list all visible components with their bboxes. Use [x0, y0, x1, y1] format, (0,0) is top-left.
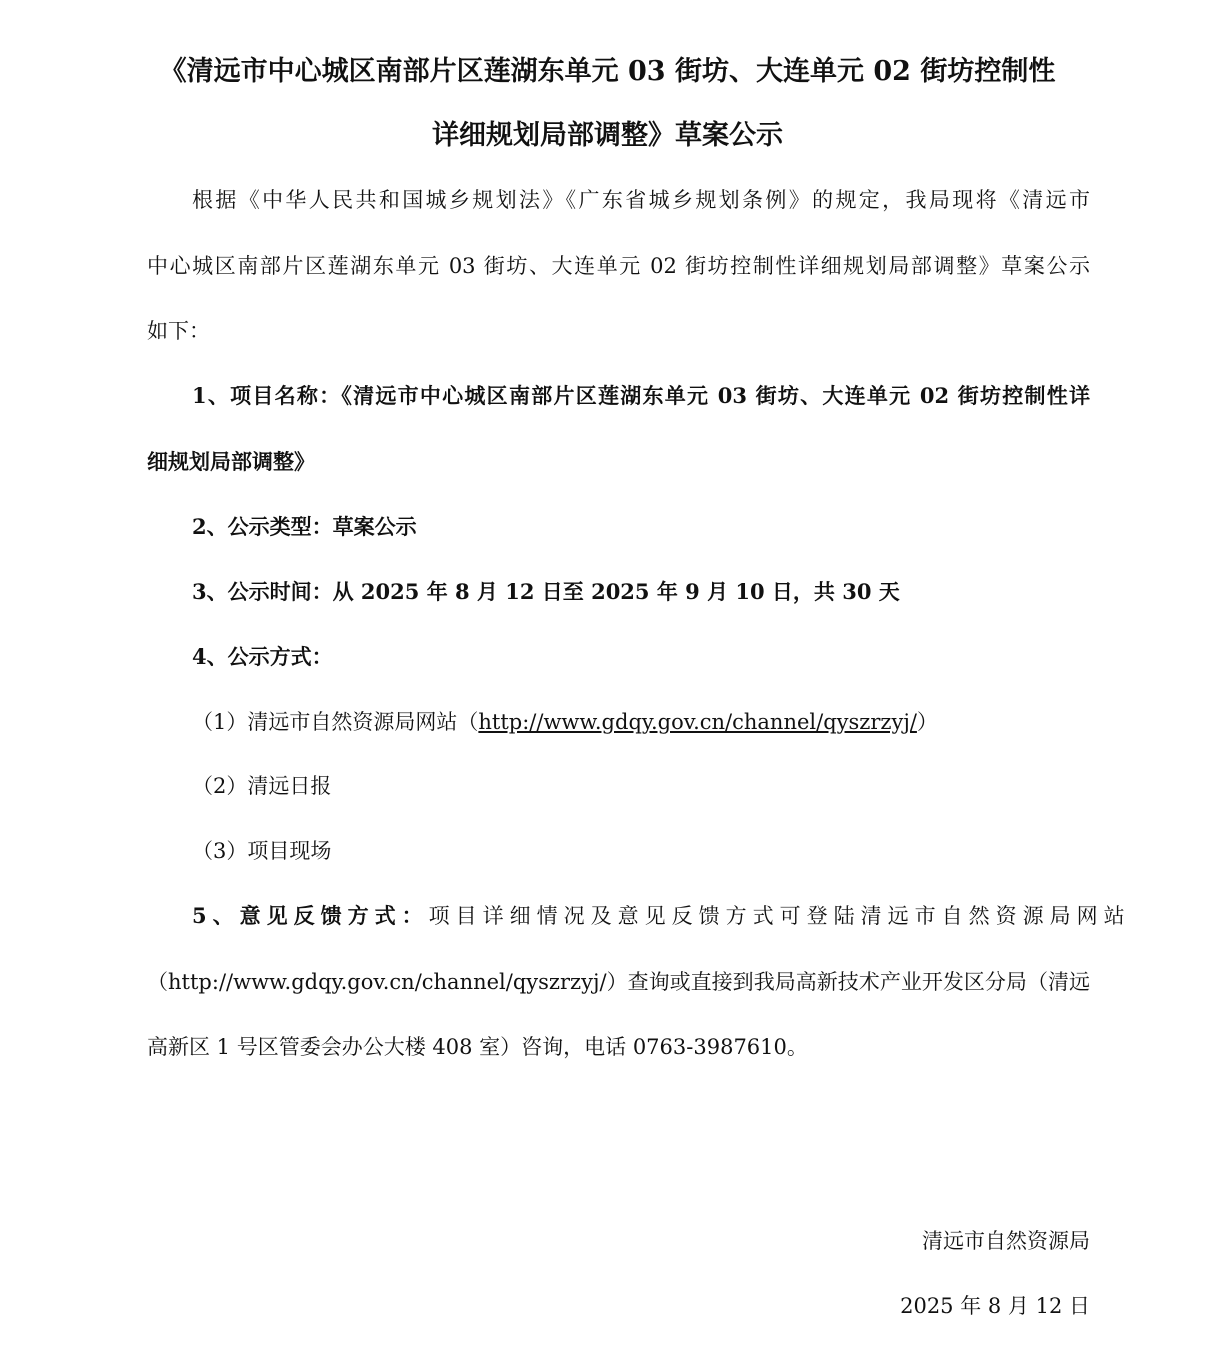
method-1 — [192, 707, 938, 737]
project-name-value-1: 《清远市中心城区南部片区莲湖东单元 03 街坊、大连单元 02 街坊控制性详 — [341, 383, 1090, 408]
intro-line-2: 中心城区南部片区莲湖东单元 03 街坊、大连单元 02 街坊控制性详细规划局部调整》草案公示 — [147, 254, 1090, 278]
project-name-value-2: 细规划局部调整》 — [147, 449, 315, 474]
time-line — [192, 577, 900, 607]
time-label: 3、公示时间： — [192, 579, 333, 604]
project-name-label: 1、项目名称： — [192, 383, 342, 408]
feedback-line-2: （http://www.gdqy.gov.cn/channel/qyszrzyj/）查询或直接到我局高新技术产业开发区分局（清远 — [147, 970, 1090, 994]
type-line — [192, 512, 417, 542]
time-value: 从 2025 年 8 月 12 日至 2025 年 9 月 10 日，共 30 天 — [332, 579, 900, 604]
type-value: 草案公示 — [332, 514, 417, 539]
title-line-2: 详细规划局部调整》草案公示 — [432, 120, 783, 151]
signature-org: 清远市自然资源局 — [922, 1229, 1090, 1253]
type-label: 2、公示类型： — [192, 514, 333, 539]
intro-line-3: 如下： — [147, 319, 210, 343]
title-line-1: 《清远市中心城区南部片区莲湖东单元 03 街坊、大连单元 02 街坊控制性 — [159, 56, 1056, 87]
intro-line-1: 根据《中华人民共和国城乡规划法》《广东省城乡规划条例》的规定，我局现将《清远市 — [192, 188, 1090, 212]
feedback-text-1: 项目详细情况及意见反馈方式可登陆清远市自然资源局网站 — [428, 904, 1131, 928]
feedback-line-1 — [192, 901, 1131, 931]
feedback-line-3: 高新区 1 号区管委会办公大楼 408 室）咨询，电话 0763-3987610。 — [147, 1035, 808, 1059]
method-1-suffix: ） — [916, 710, 938, 734]
methods-label: 4、公示方式： — [192, 644, 333, 669]
website-link[interactable]: http://www.gdqy.gov.cn/channel/qyszrzyj/ — [478, 710, 917, 734]
project-name-line-1 — [192, 381, 1090, 411]
method-2: （2）清远日报 — [192, 774, 332, 798]
feedback-label: 5、意见反馈方式： — [192, 903, 429, 928]
method-1-prefix: （1）清远市自然资源局网站（ — [192, 710, 479, 734]
method-3: （3）项目现场 — [192, 839, 332, 863]
signature-date: 2025 年 8 月 12 日 — [900, 1294, 1090, 1318]
